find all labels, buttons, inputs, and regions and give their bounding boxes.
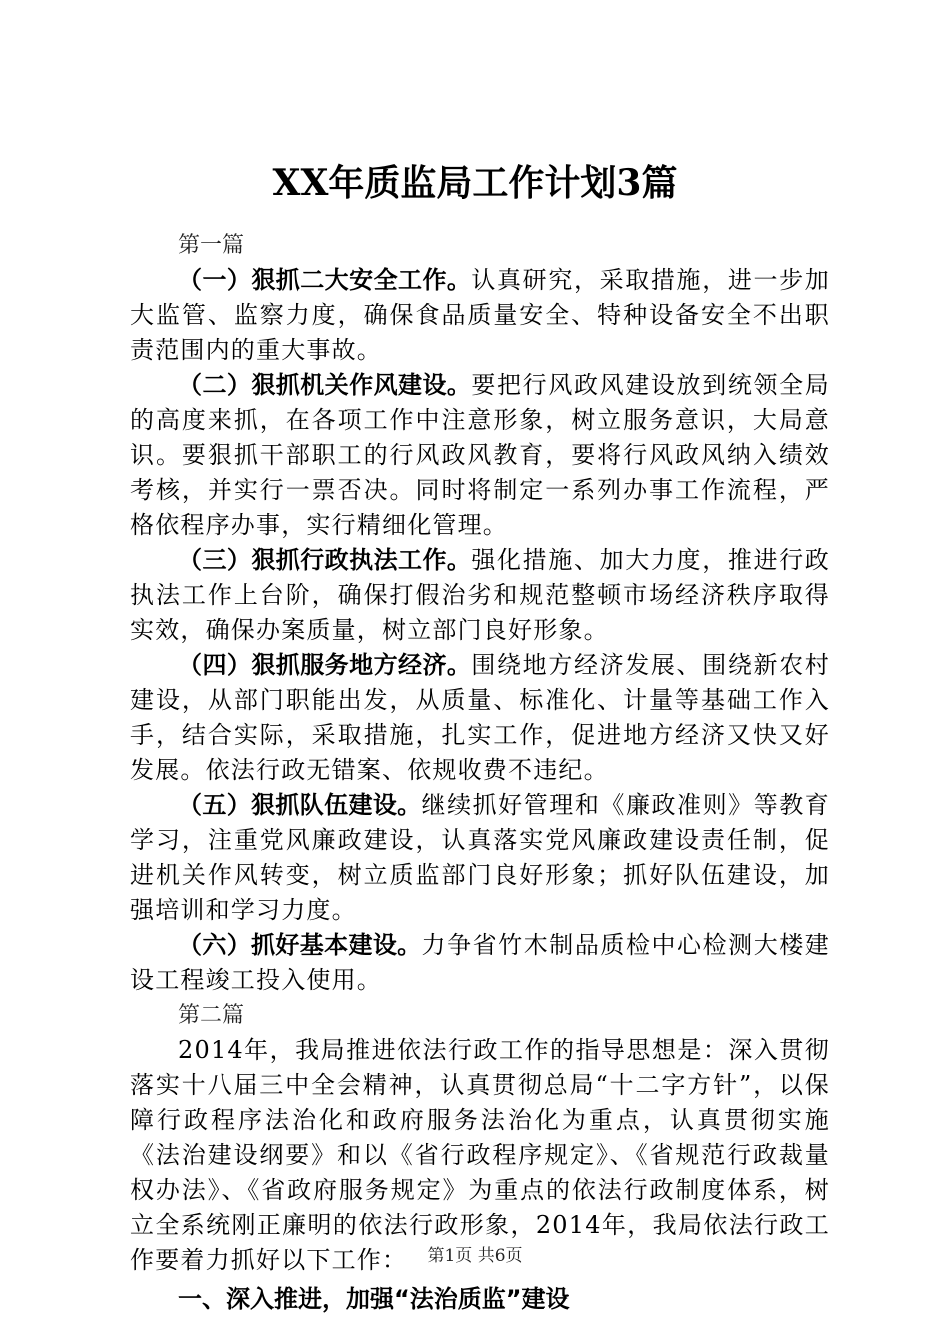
- page-footer: 第1页 共6页: [427, 1246, 523, 1266]
- plan-item-lead: （五）狠抓队伍建设。: [178, 791, 422, 819]
- section-label-second: 第二篇: [178, 1003, 245, 1028]
- plan-item-lead: （三）狠抓行政执法工作。: [178, 546, 472, 574]
- plan-item-lead: （六）抓好基本建设。: [178, 931, 422, 959]
- section-heading: 一、深入推进，加强“法治质监”建设: [178, 1285, 570, 1313]
- plan-item: [130, 648, 830, 788]
- plan-item-text: 继续抓好管理和《廉政准则》等教育学习，注重党风廉政建设，认真落实党风廉政建设责任制，促进机关作风转变，树立质监部门良好形象；抓好队伍建设，加强培训和学习力度。: [130, 791, 831, 924]
- plan-item-text: 要把行风政风建设放到统领全局的高度来抓，在各项工作中注意形象，树立服务意识，大局意识。要狠抓干部职工的行风政风教育，要将行风政风纳入绩效考核，并实行一票否决。同时将制定一系列办事工作流程，严格依程序办事，实行精细化管理。: [130, 371, 830, 539]
- plan-item-text: 强化措施、加大力度，推进行政执法工作上台阶，确保打假治劣和规范整顿市场经济秩序取得实效，确保办案质量，树立部门良好形象。: [130, 546, 830, 644]
- plan-item: [130, 543, 830, 648]
- plan-item: [130, 788, 830, 928]
- plan-item: [130, 928, 830, 998]
- plan-item-lead: （一）狠抓二大安全工作。: [178, 266, 472, 294]
- plan-item: [130, 263, 830, 368]
- document-title: XX年质监局工作计划3篇: [272, 162, 678, 204]
- section-paragraph: 2014年，我局推进依法行政工作的指导思想是：深入贯彻落实十八届三中全会精神，认真贯彻总局“十二字方针”，以保障行政程序法治化和政府服务法治化为重点，认真贯彻实施《法治建设纲要》和以《省行政程序规定》、《省规范行政裁量权办法》、《省政府服务规定》为重点的依法行政制度体系，树立全系统刚正廉明的依法行政形象，2014年，我局依法行政工作要着力抓好以下工作：: [130, 1036, 830, 1274]
- document-body: [130, 228, 830, 1318]
- plan-item-text: 认真研究，采取措施，进一步加大监管、监察力度，确保食品质量安全、特种设备安全不出职责范围内的重大事故。: [130, 266, 830, 364]
- plan-item-lead: （四）狠抓服务地方经济。: [178, 651, 472, 679]
- plan-item-lead: （二）狠抓机关作风建设。: [178, 371, 472, 399]
- plan-item: [130, 368, 830, 543]
- plan-item-text: 力争省竹木制品质检中心检测大楼建设工程竣工投入使用。: [130, 931, 831, 994]
- plan-item-text: 围绕地方经济发展、围绕新农村建设，从部门职能出发，从质量、标准化、计量等基础工作入手，结合实际，采取措施，扎实工作，促进地方经济又快又好发展。依法行政无错案、依规收费不违纪。: [130, 651, 830, 784]
- section-label-first: 第一篇: [178, 233, 245, 258]
